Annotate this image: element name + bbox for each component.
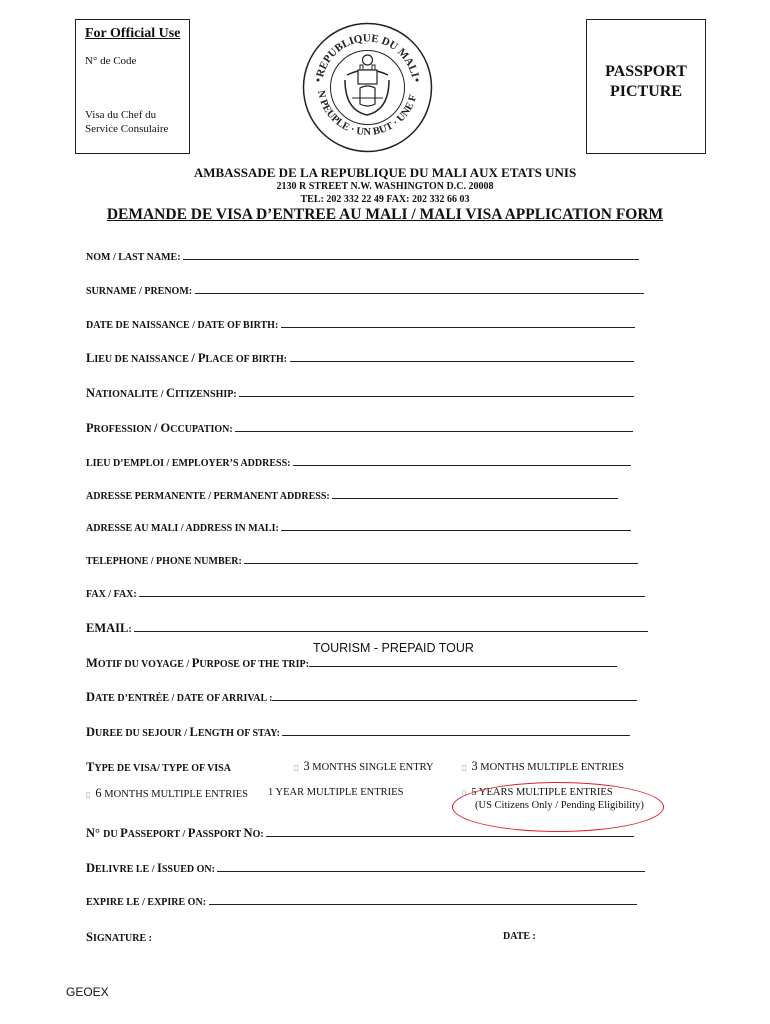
visa-option-1y-multiple[interactable]: 1 YEAR MULTIPLE ENTRIES	[268, 787, 404, 798]
mali-seal-icon	[300, 20, 435, 155]
permanent-address-field[interactable]: ADRESSE PERMANENTE / PERMANENT ADDRESS:	[86, 489, 618, 502]
purpose-value: TOURISM - PREPAID TOUR	[313, 641, 474, 655]
checkbox-icon[interactable]: ▯	[462, 763, 467, 772]
highlight-ellipse	[452, 782, 664, 832]
occupation-field[interactable]: PROFESSION / OCCUPATION:	[86, 421, 633, 436]
email-field[interactable]: EMAIL:	[86, 621, 648, 636]
checkbox-icon[interactable]: ▯	[294, 763, 299, 772]
issued-on-field[interactable]: DELIVRE LE / ISSUED ON:	[86, 861, 645, 876]
address-in-mali-field[interactable]: ADRESSE AU MALI / ADDRESS IN MALI:	[86, 521, 631, 534]
visa-option-6m-multiple[interactable]: ▯ 6 MONTHS MULTIPLE ENTRIES	[86, 786, 248, 800]
signature-field[interactable]: SIGNATURE :	[86, 930, 152, 944]
checkbox-icon[interactable]: ▯	[86, 790, 91, 799]
date-of-arrival-field[interactable]: DATE D’ENTRÉE / DATE OF ARRIVAL :	[86, 690, 637, 705]
fax-field[interactable]: FAX / FAX:	[86, 587, 645, 600]
visa-option-3m-multiple[interactable]: ▯ 3 MONTHS MULTIPLE ENTRIES	[462, 759, 624, 773]
passport-picture-box	[586, 19, 706, 154]
embassy-address: 2130 R STREET N.W. WASHINGTON D.C. 20008	[276, 181, 494, 192]
form-title: DEMANDE DE VISA D’ENTREE AU MALI / MALI VISA APPLICATION FORM	[106, 206, 664, 223]
last-name-field[interactable]: NOM / LAST NAME:	[86, 250, 639, 263]
footer-watermark: GEOEX	[66, 985, 109, 999]
code-label: N° de Code	[85, 55, 137, 67]
date-field[interactable]: DATE :	[503, 931, 536, 942]
place-of-birth-field[interactable]: LIEU DE NAISSANCE / PLACE OF BIRTH:	[86, 351, 634, 366]
expire-on-field[interactable]: EXPIRE LE / EXPIRE ON:	[86, 895, 637, 908]
visa-option-5y-multiple[interactable]: ▯ 5 YEARS MULTIPLE ENTRIES	[462, 787, 613, 798]
type-of-visa-label: TYPE DE VISA/ TYPE OF VISA	[86, 760, 231, 774]
passport-picture-label: PASSPORT PICTURE	[605, 63, 687, 100]
embassy-phone: TEL: 202 332 22 49 FAX: 202 332 66 03	[300, 194, 470, 205]
length-of-stay-field[interactable]: DUREE DU SEJOUR / LENGTH OF STAY:	[86, 725, 630, 740]
official-use-box	[75, 19, 190, 154]
visa-option-3m-single[interactable]: ▯ 3 MONTHS SINGLE ENTRY	[294, 759, 434, 773]
checkbox-icon[interactable]: ▯	[462, 788, 467, 797]
visa-option-5y-note: (US Citizens Only / Pending Eligibility)	[475, 800, 644, 811]
svg-text:REPUBLIQUE DU MALI: REPUBLIQUE DU MALI	[314, 32, 421, 79]
consular-visa-label: Visa du Chef du Service Consulaire	[85, 109, 169, 135]
official-use-title: For Official Use	[85, 26, 181, 41]
date-of-birth-field[interactable]: DATE DE NAISSANCE / DATE OF BIRTH:	[86, 318, 635, 331]
surname-field[interactable]: SURNAME / PRENOM:	[86, 284, 644, 297]
citizenship-field[interactable]: NATIONALITE / CITIZENSHIP:	[86, 386, 634, 401]
purpose-of-trip-field[interactable]: MOTIF DU VOYAGE / PURPOSE OF THE TRIP:	[86, 656, 617, 671]
passport-number-field[interactable]: N° DU PASSEPORT / PASSPORT NO:	[86, 826, 634, 841]
svg-text:UN PEUPLE · UN BUT · UNE FOI: N PEUPLE · UN BUT · UNE F	[314, 89, 420, 138]
phone-number-field[interactable]: TELEPHONE / PHONE NUMBER:	[86, 554, 638, 567]
employer-address-field[interactable]: LIEU D’EMPLOI / EMPLOYER’S ADDRESS:	[86, 456, 631, 469]
embassy-name: AMBASSADE DE LA REPUBLIQUE DU MALI AUX ETATS UNIS	[193, 165, 577, 180]
